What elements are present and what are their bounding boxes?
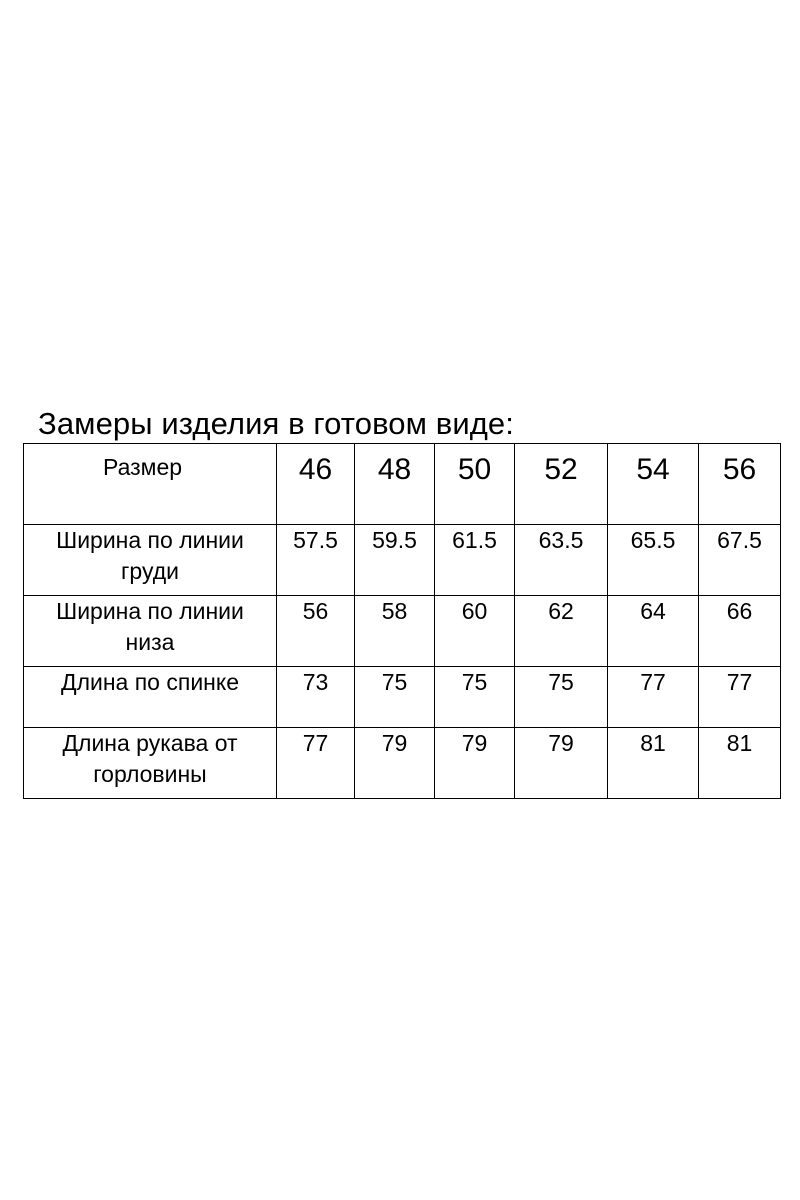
size-header-label: Размер <box>103 454 183 480</box>
table-row <box>24 525 781 596</box>
value-cell: 77 <box>608 667 699 728</box>
size-cell: 56 <box>699 444 781 525</box>
value-cell: 77 <box>699 667 781 728</box>
row-label-line: горловины <box>93 761 207 787</box>
value-cell: 65.5 <box>608 525 699 596</box>
row-label-line: Ширина по линии <box>56 598 244 624</box>
row-label-line: Ширина по линии <box>56 527 244 553</box>
row-label-cell <box>24 728 277 799</box>
value-cell: 81 <box>699 728 781 799</box>
value-cell: 75 <box>355 667 435 728</box>
value-cell: 75 <box>515 667 608 728</box>
size-cell: 52 <box>515 444 608 525</box>
value-cell: 79 <box>355 728 435 799</box>
size-cell: 54 <box>608 444 699 525</box>
value-cell: 56 <box>277 596 355 667</box>
header-label-cell <box>24 444 277 525</box>
value-cell: 79 <box>435 728 515 799</box>
table-row <box>24 667 781 728</box>
table-header-row <box>24 444 781 525</box>
row-label-line: низа <box>125 629 175 655</box>
row-label-cell <box>24 667 277 728</box>
row-label-cell <box>24 525 277 596</box>
value-cell: 59.5 <box>355 525 435 596</box>
value-cell: 75 <box>435 667 515 728</box>
value-cell: 64 <box>608 596 699 667</box>
size-measurements-table <box>23 443 781 799</box>
value-cell: 58 <box>355 596 435 667</box>
value-cell: 67.5 <box>699 525 781 596</box>
size-cell: 46 <box>277 444 355 525</box>
size-cell: 50 <box>435 444 515 525</box>
row-label-line: Длина по спинке <box>61 669 239 695</box>
table-row <box>24 596 781 667</box>
value-cell: 77 <box>277 728 355 799</box>
document-title: Замеры изделия в готовом виде: <box>38 406 514 441</box>
value-cell: 66 <box>699 596 781 667</box>
table-row <box>24 728 781 799</box>
row-label-cell <box>24 596 277 667</box>
value-cell: 57.5 <box>277 525 355 596</box>
value-cell: 81 <box>608 728 699 799</box>
row-label-line: Длина рукава от <box>62 730 238 756</box>
value-cell: 62 <box>515 596 608 667</box>
size-cell: 48 <box>355 444 435 525</box>
value-cell: 60 <box>435 596 515 667</box>
row-label-line: груди <box>121 558 179 584</box>
value-cell: 79 <box>515 728 608 799</box>
value-cell: 63.5 <box>515 525 608 596</box>
value-cell: 73 <box>277 667 355 728</box>
value-cell: 61.5 <box>435 525 515 596</box>
